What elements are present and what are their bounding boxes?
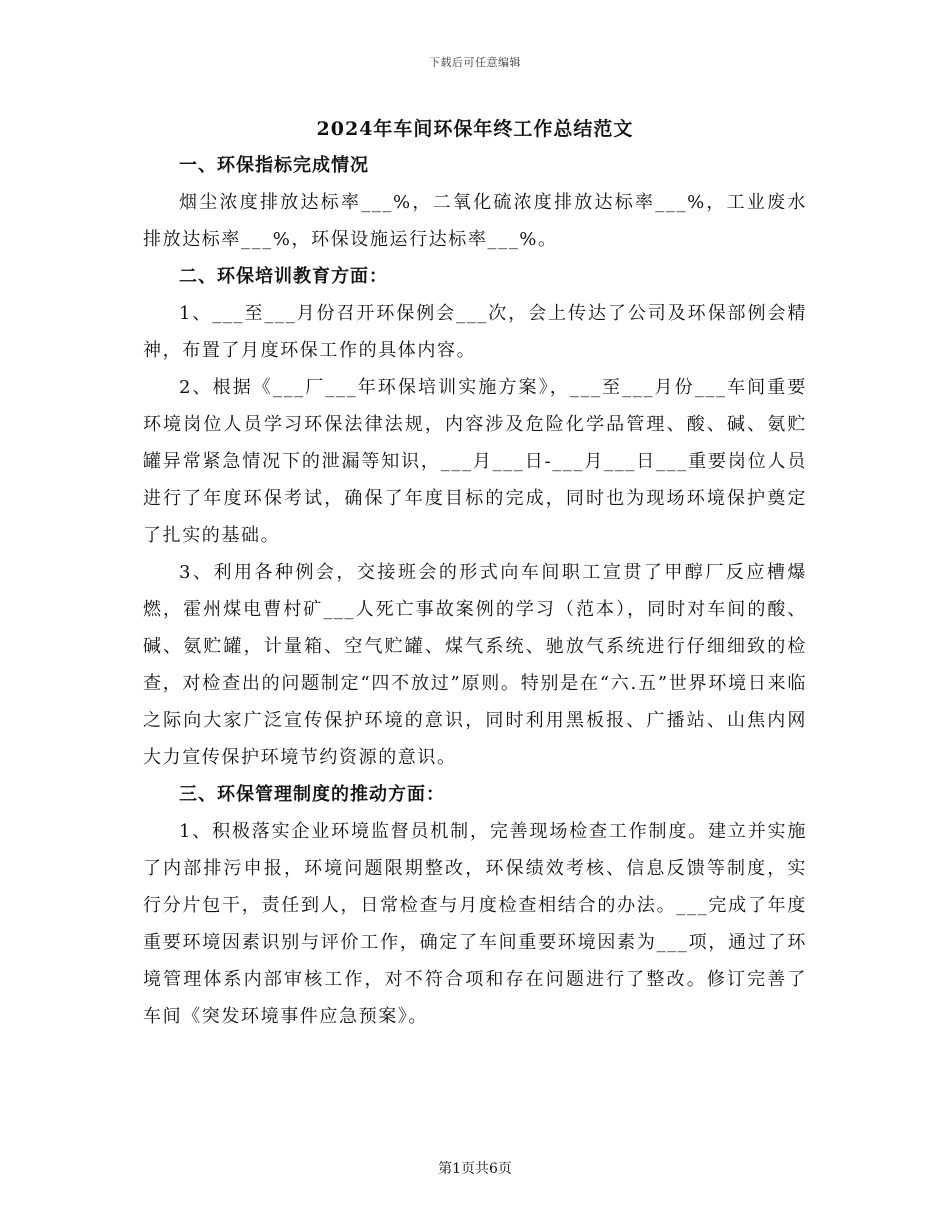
document-title: 2024年车间环保年终工作总结范文 <box>316 118 634 140</box>
section-heading: 二、环保培训教育方面： <box>179 266 388 287</box>
paragraph: 烟尘浓度排放达标率___%，二氧化硫浓度排放达标率___%，工业废水排放达标率___%，环保设施运行达标率___%。 <box>143 192 807 250</box>
section-3 <box>143 776 807 1035</box>
paragraph: 3、利用各种例会，交接班会的形式向车间职工宣贯了甲醇厂反应槽爆燃，霍州煤电曹村矿___人死亡事故案例的学习（范本），同时对车间的酸、碱、氨贮罐，计量箱、空气贮罐、煤气系统、驰放气系统进行仔细细致的检查，对检查出的问题制定“四不放过”原则。特别是在“六.五”世界环境日来临之际向大家广泛宣传保护环境的意识，同时利用黑板报、广播站、山焦内网大力宣传保护环境节约资源的意识。 <box>143 562 807 768</box>
paragraph: 1、___至___月份召开环保例会___次，会上传达了公司及环保部例会精神，布置了月度环保工作的具体内容。 <box>143 303 807 361</box>
header-note: 下载后可任意编辑 <box>429 56 521 69</box>
section-1 <box>143 147 807 258</box>
section-heading: 一、环保指标完成情况 <box>179 155 369 176</box>
section-heading: 三、环保管理制度的推动方面： <box>179 784 445 805</box>
section-2 <box>143 258 807 776</box>
page-footer: 第1页共6页 <box>438 1161 512 1177</box>
paragraph: 2、根据《___厂___年环保培训实施方案》，___至___月份___车间重要环境岗位人员学习环保法律法规，内容涉及危险化学品管理、酸、碱、氨贮罐异常紧急情况下的泄漏等知识，___月___日-___月___日___重要岗位人员进行了年度环保考试，确保了年度目标的完成，同时也为现场环境保护奠定了扎实的基础。 <box>143 377 807 546</box>
paragraph: 1、积极落实企业环境监督员机制，完善现场检查工作制度。建立并实施了内部排污申报，环境问题限期整改，环保绩效考核、信息反馈等制度，实行分片包干，责任到人，日常检查与月度检查相结合的办法。___完成了年度重要环境因素识别与评价工作，确定了车间重要环境因素为___项，通过了环境管理体系内部审核工作，对不符合项和存在问题进行了整改。修订完善了车间《突发环境事件应急预案》。 <box>143 821 807 1027</box>
document-body <box>143 111 807 1035</box>
